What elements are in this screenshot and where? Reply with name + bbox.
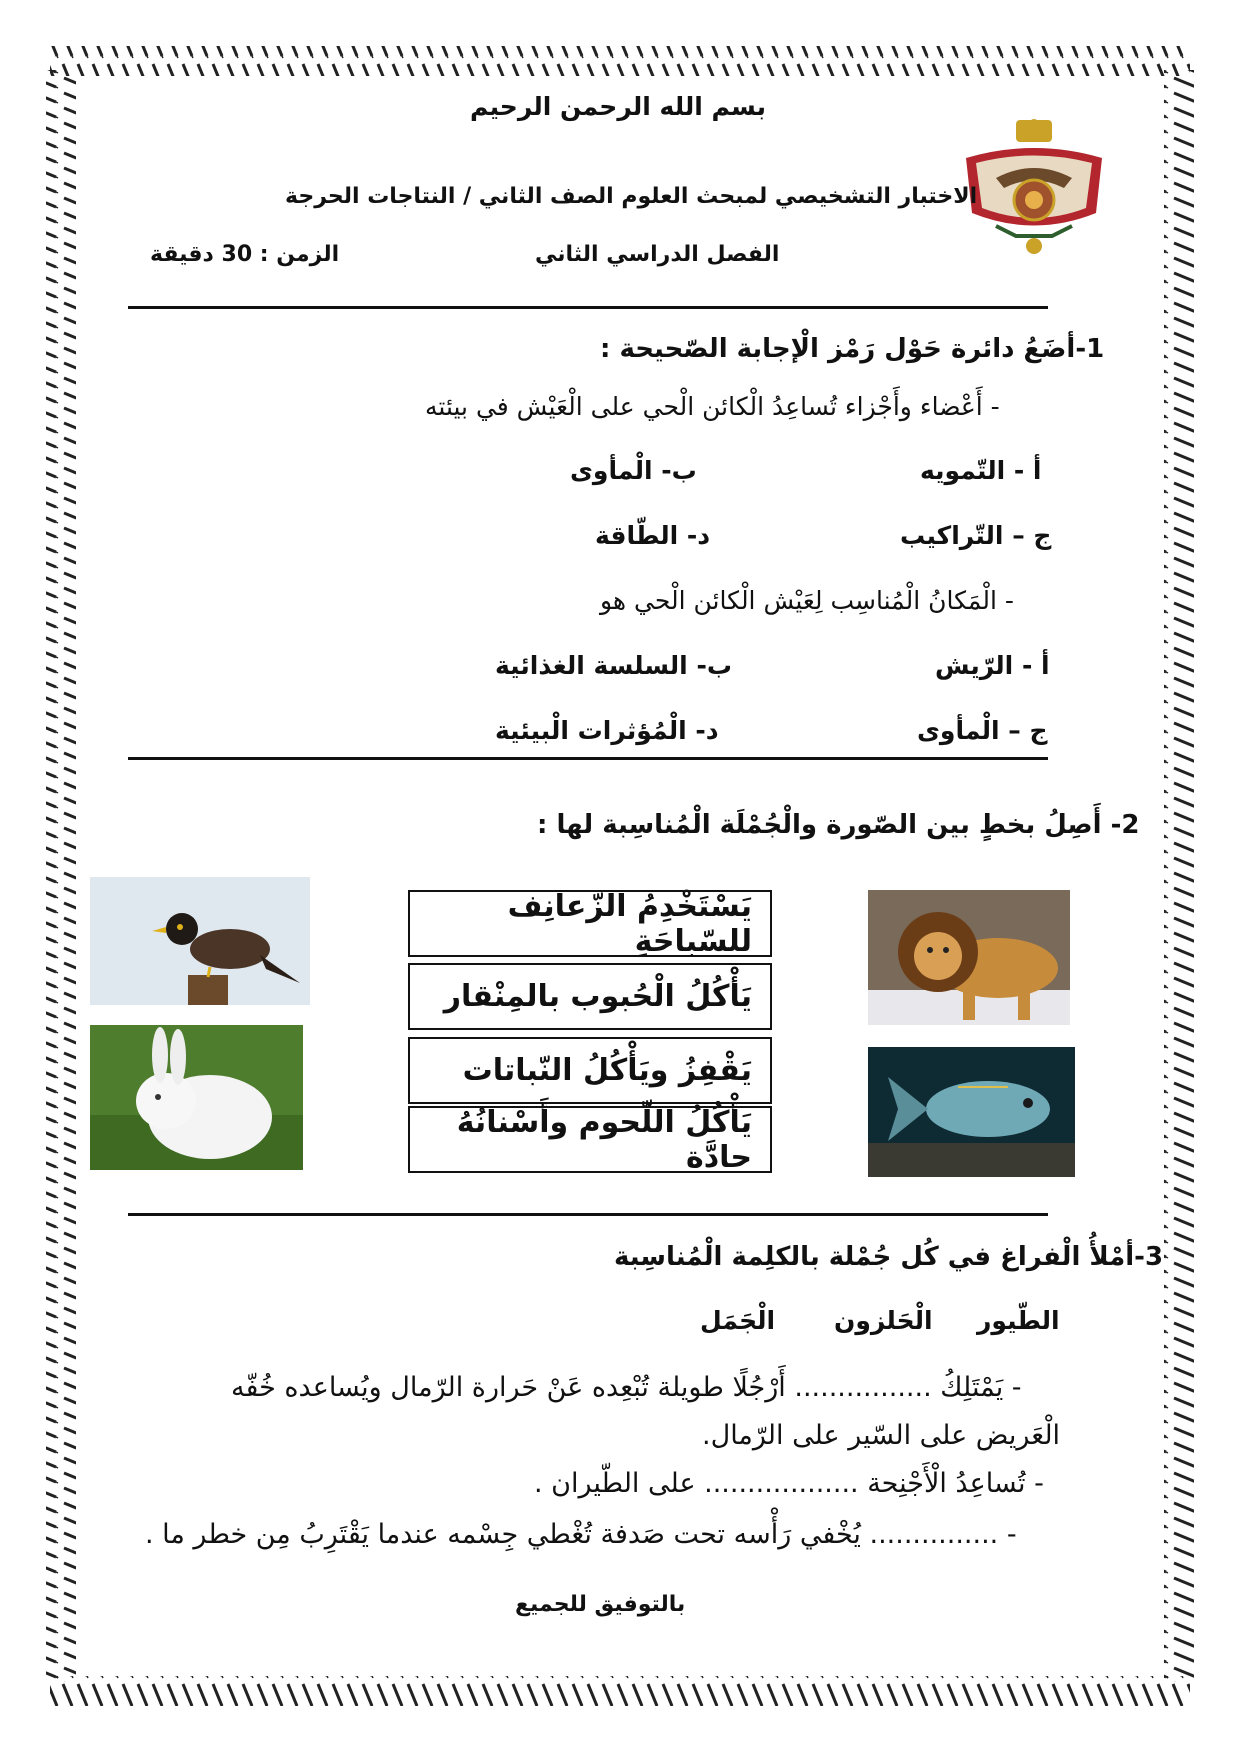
q1-item1-option-d[interactable]: د- الطّاقة <box>595 521 711 550</box>
sentence-box-seeds[interactable]: يَأْكُلُ الْحُبوب بالمِنْقار <box>408 963 772 1030</box>
q3-line-camel-cont: الْعَريض على السّير على الرّمال. <box>702 1420 1061 1451</box>
q1-item1-option-c[interactable]: ج – التّراكيب <box>900 521 1052 550</box>
q1-item2-option-c[interactable]: ج – الْمأوى <box>917 716 1048 745</box>
q2-title: 2- أَصِلُ بخطٍ بين الصّورة والْجُمْلَة الْمُناسِبة لها : <box>537 810 1140 840</box>
rabbit-image[interactable] <box>90 1025 303 1170</box>
q1-item2-option-a[interactable]: أ - الرّيش <box>935 651 1050 680</box>
q1-item1-option-b[interactable]: ب- الْمأوى <box>570 456 697 485</box>
word-bank-birds: الطّيور <box>977 1306 1060 1335</box>
q3-line-camel: - يَمْتَلِكُ ................ أَرْجُلًا طويلة تُبْعِده عَنْ حَرارة الرّمال ويُساعده خُفّه <box>231 1372 1022 1403</box>
header-divider <box>128 306 1048 309</box>
exam-title: الاختبار التشخيصي لمبحث العلوم الصف الثاني / النتاجات الحرجة <box>285 184 978 209</box>
q1-item1-stem: - أَعْضاء وأَجْزاء تُساعِدُ الْكائن الْحي على الْعَيْش في بيئته <box>425 392 1000 421</box>
closing-text: بالتوفيق للجميع <box>515 1592 686 1617</box>
sentence-box-fins[interactable]: يَسْتَخْدِمُ الزّعانِف للسّباحَةِ <box>408 890 772 957</box>
q1-title: 1-أضَعُ دائرة حَوْل رَمْز الْإجابة الصّحيحة : <box>600 334 1105 364</box>
q3-line-snail: - ............... يُخْفي رَأْسه تحت صَدفة تُغْطي جِسْمه عندما يَقْتَرِبُ مِن خطر ما . <box>145 1519 1017 1550</box>
coat-of-arms-icon <box>956 118 1112 258</box>
q3-title: 3-أمْلأُ الْفراغ في كُل جُمْلة بالكلِمة الْمُناسِبة <box>614 1242 1164 1272</box>
fish-image[interactable] <box>868 1047 1075 1177</box>
semester-label: الفصل الدراسي الثاني <box>535 242 780 267</box>
word-bank-snail: الْحَلزون <box>834 1306 933 1335</box>
sentence-box-meat[interactable]: يَأْكُلُ اللّحوم وأَسْنانُهُ حادَّة <box>408 1106 772 1173</box>
q1-item1-option-a[interactable]: أ - التّمويه <box>920 456 1042 485</box>
bird-image[interactable] <box>90 877 310 1005</box>
word-bank-camel: الْجَمَل <box>700 1306 776 1335</box>
q2-divider <box>128 1213 1048 1216</box>
q1-divider <box>128 757 1048 760</box>
q1-item2-option-b[interactable]: ب- السلسة الغذائية <box>495 651 732 680</box>
basmala: بسم الله الرحمن الرحيم <box>470 92 766 121</box>
q1-item2-stem: - الْمَكانُ الْمُناسِب لِعَيْش الْكائن الْحي هو <box>600 586 1014 615</box>
sentence-box-jumps[interactable]: يَقْفِزُ ويَأْكُلُ النّباتات <box>408 1037 772 1104</box>
q3-line-wings: - تُساعِدُ الْأَجْنِحة .................. على الطّيران . <box>534 1468 1044 1499</box>
q1-item2-option-d[interactable]: د- الْمُؤثرات الْبيئية <box>495 716 719 745</box>
time-label: الزمن : 30 دقيقة <box>150 242 340 267</box>
lion-image[interactable] <box>868 890 1070 1025</box>
